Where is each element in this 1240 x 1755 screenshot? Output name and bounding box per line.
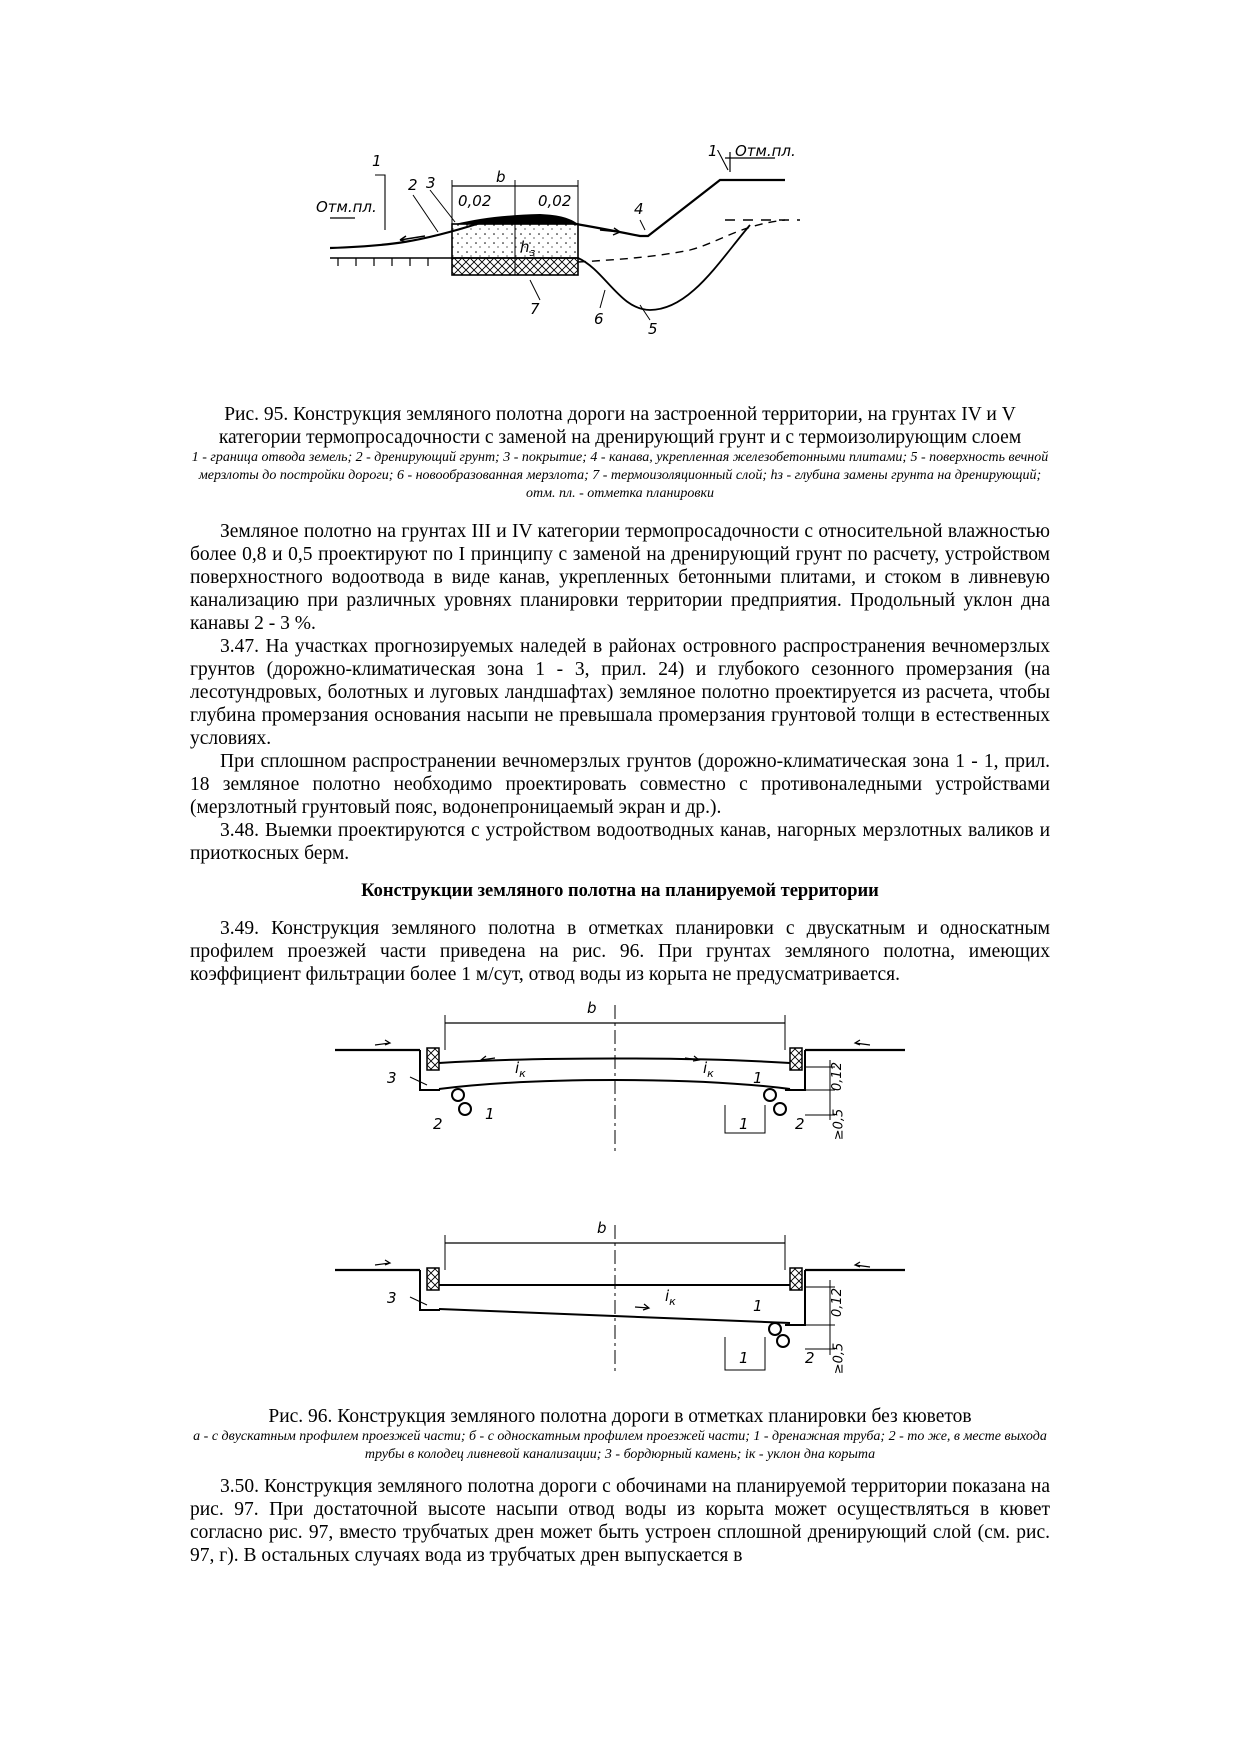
fig96a-label-1-box: 1 xyxy=(739,1115,749,1133)
paragraph: 3.49. Конструкция земляного полотна в отметках планировки с двускатным и односкатным профилем проезжей части приведена на рис. 96. При грунтах земляного полотна, имеющих коэффициент фильтрации более 1 м/сут, отвод воды из корыта не предусматривается. xyxy=(190,918,1050,985)
fig96a-label-2-right: 2 xyxy=(795,1115,805,1133)
fig95-label-5: 5 xyxy=(648,320,658,338)
fig96a-label-012: 0,12 xyxy=(829,1062,845,1091)
fig95-label-slope-left: 0,02 xyxy=(458,192,492,210)
fig96b-label-1-box: 1 xyxy=(739,1349,749,1367)
fig96b-label-05: ≥0,5 xyxy=(831,1342,847,1375)
fig96a-label-3: 3 xyxy=(387,1069,397,1087)
fig96b-label-b: b xyxy=(597,1219,607,1237)
paragraph: При сплошном распространении вечномерзлых грунтов (дорожно-климатическая зона 1 - 1, прил. 18 земляное полотно необходимо проектировать совместно с противоналедными устройствами (мерзлотный грунтовый пояс, водонепроницаемый экран и др.). xyxy=(190,751,1050,818)
figure-95-caption xyxy=(190,403,1050,503)
fig96a-label-1-left: 1 xyxy=(485,1105,495,1123)
figure-96-legend: а - с двускатным профилем проезжей части; б - с односкатным профилем проезжей части; 1 - дренажная труба; 2 - то же, в месте выхода трубы в колодец ливневой канализации; 3 - бордюрный камень; iк - уклон дна корыта xyxy=(193,1429,1047,1462)
fig95-label-1-right: 1 xyxy=(708,142,718,160)
fig95-label-otm-right: Отм.пл. xyxy=(735,142,796,160)
fig96a-label-1-right: 1 xyxy=(753,1069,763,1087)
paragraph: 3.47. На участках прогнозируемых наледей в районах островного распространения вечномерзлых грунтов (дорожно-климатическая зона 1 - 3, прил. 24) и глубокого сезонного промерзания (на лесотундровых, болотных и луговых ландшафтах) земляное полотно проектируется из расчета, чтобы глубина промерзания основания насыпи не превышала промерзания грунтовой толщи в естественных условиях. xyxy=(190,636,1050,749)
paragraph: 3.48. Выемки проектируются с устройством водоотводных канав, нагорных мерзлотных валиков и приоткосных берм. xyxy=(190,820,1050,864)
fig95-label-h-letter: h xyxy=(520,238,530,256)
fig96b-label-ik xyxy=(665,1287,676,1308)
figure-96-title: Рис. 96. Конструкция земляного полотна дороги в отметках планировки без кюветов xyxy=(268,1406,972,1427)
fig96b-label-012: 0,12 xyxy=(829,1288,845,1317)
fig95-label-h xyxy=(520,238,535,259)
ik-sub: к xyxy=(707,1067,714,1080)
ik-sub: к xyxy=(519,1067,526,1080)
fig96a-label-b: b xyxy=(587,999,597,1017)
text-block-3 xyxy=(190,1475,1050,1567)
fig96b-label-2-right: 2 xyxy=(805,1349,815,1367)
fig96b-label-3: 3 xyxy=(387,1289,397,1307)
fig96a-label-05: ≥0,5 xyxy=(831,1108,847,1141)
fig95-label-slope-right: 0,02 xyxy=(538,192,572,210)
fig95-label-7: 7 xyxy=(530,300,540,318)
figure-96-caption xyxy=(190,1405,1050,1464)
section-heading: Конструкции земляного полотна на планируемой территории xyxy=(361,881,879,901)
fig96a-label-ik-right xyxy=(703,1059,714,1080)
figure-95-drawing xyxy=(316,142,910,380)
ik-letter: i xyxy=(703,1059,708,1077)
text-block-2 xyxy=(190,917,1050,986)
fig95-label-4: 4 xyxy=(634,200,644,218)
paragraph: Земляное полотно на грунтах III и IV категории термопросадочности с относительной влажностью более 0,8 и 0,5 проектируют по I принципу с заменой на дренирующий грунт по расчету, устройством поверхностного водоотвода в виде канав, укрепленных бетонными плитами, и стоком в ливневую канализацию при различных уровнях планировки территории предприятия. Продольный уклон дна канавы 2 - 3 %. xyxy=(190,521,1050,634)
fig95-label-6: 6 xyxy=(594,310,604,328)
figure-95-legend: 1 - граница отвода земель; 2 - дренирующий грунт; 3 - покрытие; 4 - канава, укрепленная железобетонными плитами; 5 - поверхность вечной мерзлоты до постройки дороги; 6 - новообразованная мерзлота; 7 - термоизоляционный слой; hз - глубина замены грунта на дренирующий; отм. пл. - отметка планировки xyxy=(191,450,1049,501)
ik-letter: i xyxy=(665,1287,670,1305)
ik-sub: к xyxy=(669,1295,676,1308)
fig95-label-b: b xyxy=(496,168,506,186)
fig95-label-h-sub: з xyxy=(529,246,536,259)
paragraph: 3.50. Конструкция земляного полотна дороги с обочинами на планируемой территории показана на рис. 97. При достаточной высоте насыпи отвод воды из корыта может осуществляться в кювет согласно рис. 97, вместо трубчатых дрен может быть устроен сплошной дренирующий слой (см. рис. 97, г). В остальных случаях вода из трубчатых дрен выпускается в xyxy=(190,1476,1050,1566)
fig95-label-1-left: 1 xyxy=(372,152,382,170)
fig95-label-2: 2 xyxy=(408,176,418,194)
figure-95-title: Рис. 95. Конструкция земляного полотна дороги на застроенной территории, на грунтах IV и V категории термопросадочности с заменой на дренирующий грунт и с термоизолирующим слоем xyxy=(218,404,1022,448)
fig96a-label-ik-left xyxy=(515,1059,526,1080)
fig95-label-otm-left: Отм.пл. xyxy=(316,198,377,216)
fig96b-label-1-right: 1 xyxy=(753,1297,763,1315)
fig95-label-3: 3 xyxy=(426,174,436,192)
ik-letter: i xyxy=(515,1059,520,1077)
figure-96b-drawing xyxy=(335,1219,915,1385)
figure-96a-drawing xyxy=(335,999,915,1165)
text-block-1 xyxy=(190,520,1050,865)
fig96a-label-2-left: 2 xyxy=(433,1115,443,1133)
